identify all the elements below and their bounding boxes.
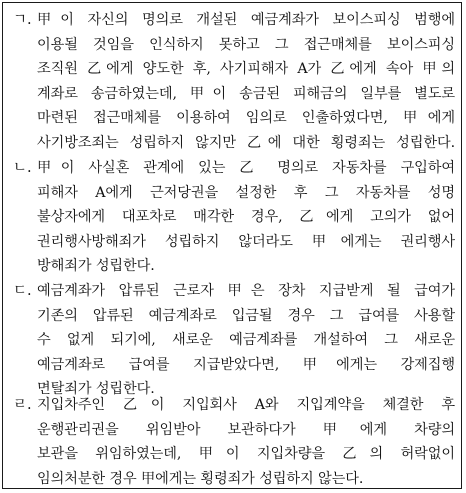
option-text-line: 甲이 사실혼 관계에 있는 乙 명의로 자동차를 구입하여 — [37, 160, 455, 176]
option-text-line: 임의처분한 경우 甲에게는 횡령죄가 성립하지 않는다. — [37, 470, 364, 487]
option-giyeok — [13, 8, 461, 155]
option-marker: ㄱ. — [13, 12, 32, 28]
option-text-line: 이용될 것임을 인식하지 못하고 그 접근매체를 보이스피싱 — [37, 36, 455, 53]
option-text-line: 기존의 압류된 예금계좌로 입금될 경우 그 급여를 사용할 — [37, 307, 455, 324]
option-rieul — [13, 393, 461, 491]
question-options-box — [2, 2, 462, 489]
option-marker: ㄷ. — [13, 283, 32, 299]
option-marker: ㄴ. — [13, 160, 32, 176]
option-text-line: 계좌로 송금하였는데, 甲이 송금된 피해금의 일부를 별도로 — [37, 85, 455, 102]
option-text-line: 甲이 자신의 명의로 개설된 예금계좌가 보이스피싱 범행에 — [37, 12, 455, 28]
option-nieun — [13, 156, 461, 279]
option-text-line: 방해죄가 성립한다. — [37, 258, 155, 274]
option-text-line: 사기방조죄는 성립하지 않지만 乙에 대한 횡령죄는 성립한다. — [37, 134, 455, 151]
option-digeut — [13, 279, 461, 402]
option-text-line: 수 없게 되기에, 새로운 예금계좌를 개설하여 그 새로운 — [37, 332, 455, 348]
option-text-line: 조직원 乙에게 양도한 후, 사기피해자 A가 乙에게 속아 甲의 — [37, 61, 455, 77]
option-text-line: 마련된 접근매체를 이용하여 임의로 인출하였다면, 甲에게 — [37, 110, 455, 126]
option-marker: ㄹ. — [13, 397, 32, 413]
option-text-line: 예금계좌가 압류된 근로자 甲은 장차 지급받게 될 급여가 — [37, 283, 455, 299]
option-text-line: 면탈죄가 성립한다. — [37, 381, 155, 397]
option-text-line: 지입차주인 乙이 지입회사 A와 지입계약을 체결한 후 — [37, 397, 455, 413]
option-text-line: 권리행사방해죄가 성립하지 않더라도 甲에게는 권리행사 — [37, 233, 455, 250]
option-text-line: 불상자에게 대포차로 매각한 경우, 乙에게 고의가 없어 — [37, 209, 455, 225]
option-text-line: 보관을 위임하였는데, 甲이 지입차량을 乙의 허락없이 — [37, 446, 455, 462]
option-text-line: 피해자 A에게 근저당권을 설정한 후 그 자동차를 성명 — [37, 184, 455, 201]
option-text-line: 운행관리권을 위임받아 보관하다가 甲에게 차량의 — [37, 421, 455, 438]
option-text-line: 예금계좌로 급여를 지급받았다면, 甲에게는 강제집행 — [37, 356, 455, 373]
